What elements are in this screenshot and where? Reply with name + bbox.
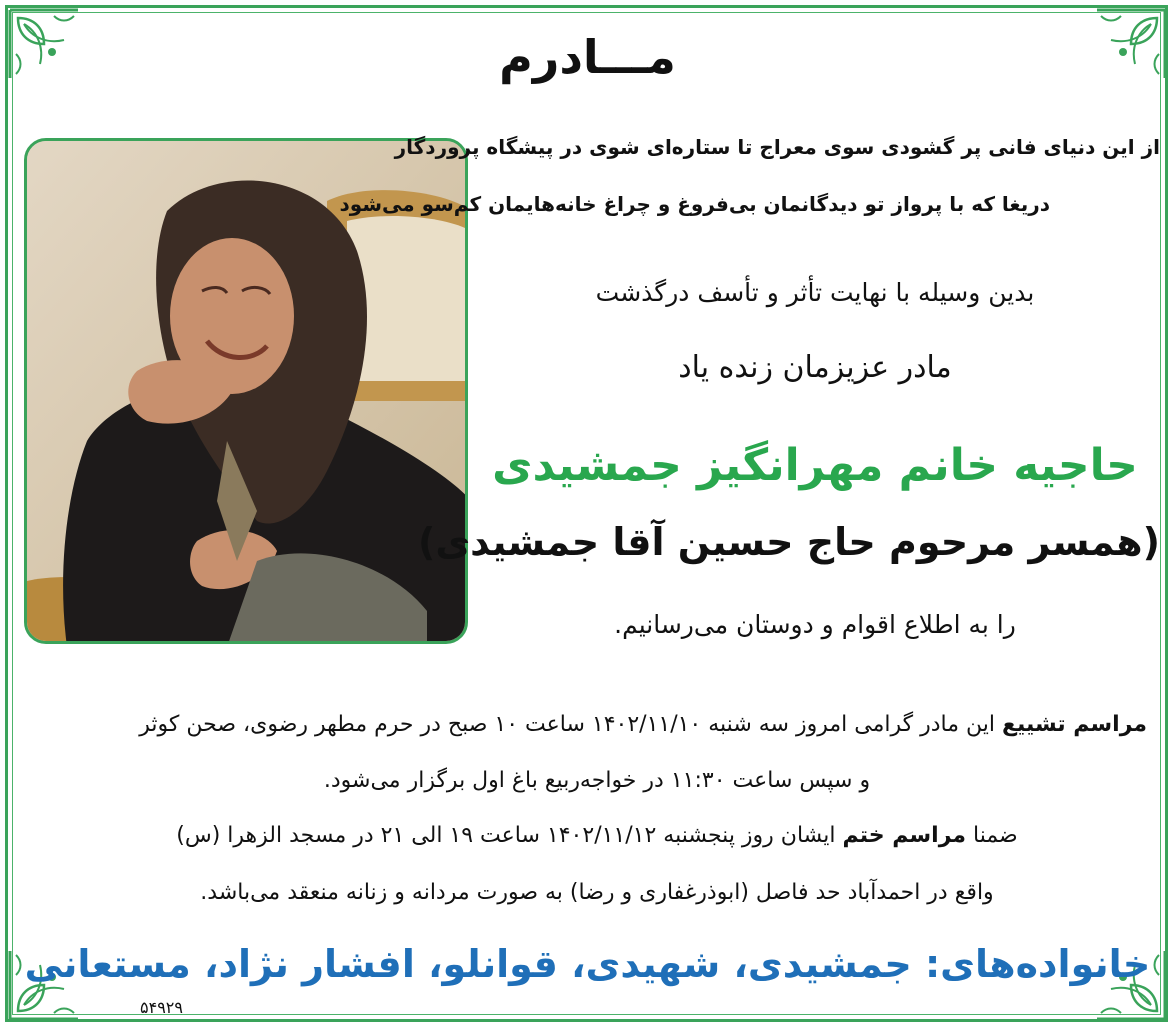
families-line: خانواده‌های: جمشیدی، شهیدی، قوانلو، افشار نژاد، مستعانی xyxy=(24,942,1151,986)
poem-line-2: دریغا که با پرواز تو دیدگانمان بی‌فروغ و چراغ خانه‌هایمان کم‌سو می‌شود xyxy=(339,192,1050,216)
funeral-label: مراسم تشییع xyxy=(1001,712,1147,737)
memorial-label: مراسم ختم xyxy=(842,823,966,848)
announcement-line-1: بدین وسیله با نهایت تأثر و تأسف درگذشت xyxy=(595,278,1035,307)
deceased-name: حاجیه خانم مهرانگیز جمشیدی xyxy=(492,440,1138,491)
memorial-paragraph-continued: واقع در احمدآباد حد فاصل (ابوذرغفاری و رضا) به صورت مردانه و زنانه منعقد می‌باشد. xyxy=(200,880,994,905)
funeral-paragraph-continued: و سپس ساعت ۱۱:۳۰ در خواجه‌ربیع باغ اول برگزار می‌شود. xyxy=(323,768,871,793)
funeral-text: این مادر گرامی امروز سه شنبه ۱۴۰۲/۱۱/۱۰ ساعت ۱۰ صبح در حرم مطهر رضوی، صحن کوثر xyxy=(139,712,995,737)
memorial-text: ایشان روز پنجشنبه ۱۴۰۲/۱۱/۱۲ ساعت ۱۹ الی ۲۱ در مسجد الزهرا (س) xyxy=(176,823,836,848)
portrait-illustration xyxy=(27,141,468,644)
funeral-paragraph xyxy=(139,712,1147,737)
inform-line: را به اطلاع اقوام و دوستان می‌رسانیم. xyxy=(614,610,1016,639)
memorial-paragraph xyxy=(47,823,1147,848)
poem-line-1: از این دنیای فانی پر گشودی سوی معراج تا ستاره‌ای شوی در پیشگاه پروردگار xyxy=(394,135,1160,159)
page-title: مـــادرم xyxy=(499,30,676,84)
announcement-line-2: مادر عزیزمان زنده یاد xyxy=(678,350,952,385)
ad-code: ۵۴۹۲۹ xyxy=(140,998,183,1017)
spouse-line: (همسر مرحوم حاج حسین آقا جمشیدی) xyxy=(417,520,1160,564)
memorial-prefix: ضمنا xyxy=(973,823,1018,848)
